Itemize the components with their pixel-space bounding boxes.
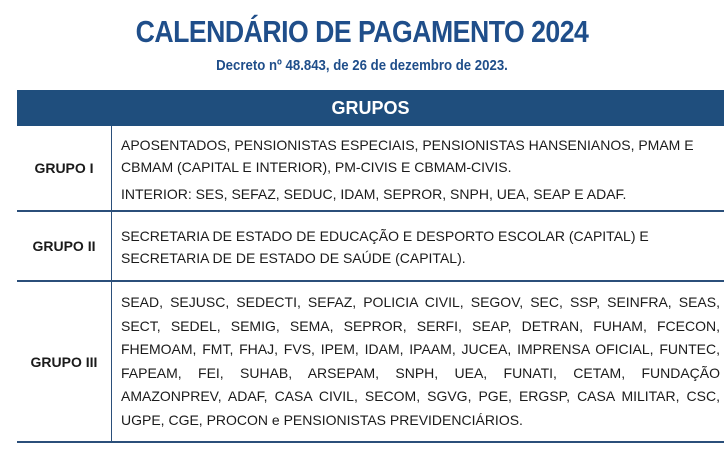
group-description (121, 282, 724, 441)
table-header: GRUPOS (17, 90, 724, 126)
group-label: GRUPO I (17, 126, 112, 210)
table-row-grupo-1 (17, 126, 724, 212)
group-label: GRUPO III (17, 282, 112, 441)
groups-table (17, 90, 724, 443)
page-subtitle: Decreto nº 48.843, de 26 de dezembro de 2023. (216, 57, 508, 74)
group-description-line: APOSENTADOS, PENSIONISTAS ESPECIAIS, PENSIONISTAS HANSENIANOS, PMAM E CBMAM (CAPITAL E INTERIOR), PM-CIVIS E CBMAM-CIVIS. (121, 137, 694, 175)
table-row-grupo-2 (17, 212, 724, 282)
page-title: CALENDÁRIO DE PAGAMENTO 2024 (135, 14, 589, 49)
group-description-line: SECRETARIA DE ESTADO DE EDUCAÇÃO E DESPORTO ESCOLAR (CAPITAL) E SECRETARIA DE DE ESTADO DE SAÚDE (CAPITAL). (121, 228, 649, 266)
group-description (121, 212, 724, 280)
table-row-grupo-3 (17, 282, 724, 443)
group-label: GRUPO II (17, 212, 112, 280)
group-description (121, 126, 724, 210)
group-description-line: SEAD, SEJUSC, SEDECTI, SEFAZ, POLICIA CIVIL, SEGOV, SEC, SSP, SEINFRA, SEAS, SECT, SEDEL, SEMIG, SEMA, SEPROR, SERFI, SEAP, DETRAN, FUHAM, FCECON, FHEMOAM, FMT, FHAJ, FVS, IPEM, IDAM, IPAAM, JUCEA, IMPRENSA OFICIAL, FUNTEC, FAPEAM, FEI, SUHAB, ARSEPAM, SNPH, UEA, FUNATI, CETAM, FUNDAÇÃO AMAZONPREV, ADAF, CASA CIVIL, SECOM, SGVG, PGE, ERGSP, CASA MILITAR, CSC, UGPE, CGE, PROCON e PENSIONISTAS PREVIDENCIÁRIOS. (121, 294, 720, 428)
group-description-line: INTERIOR: SES, SEFAZ, SEDUC, IDAM, SEPROR, SNPH, UEA, SEAP E ADAF. (121, 186, 627, 202)
